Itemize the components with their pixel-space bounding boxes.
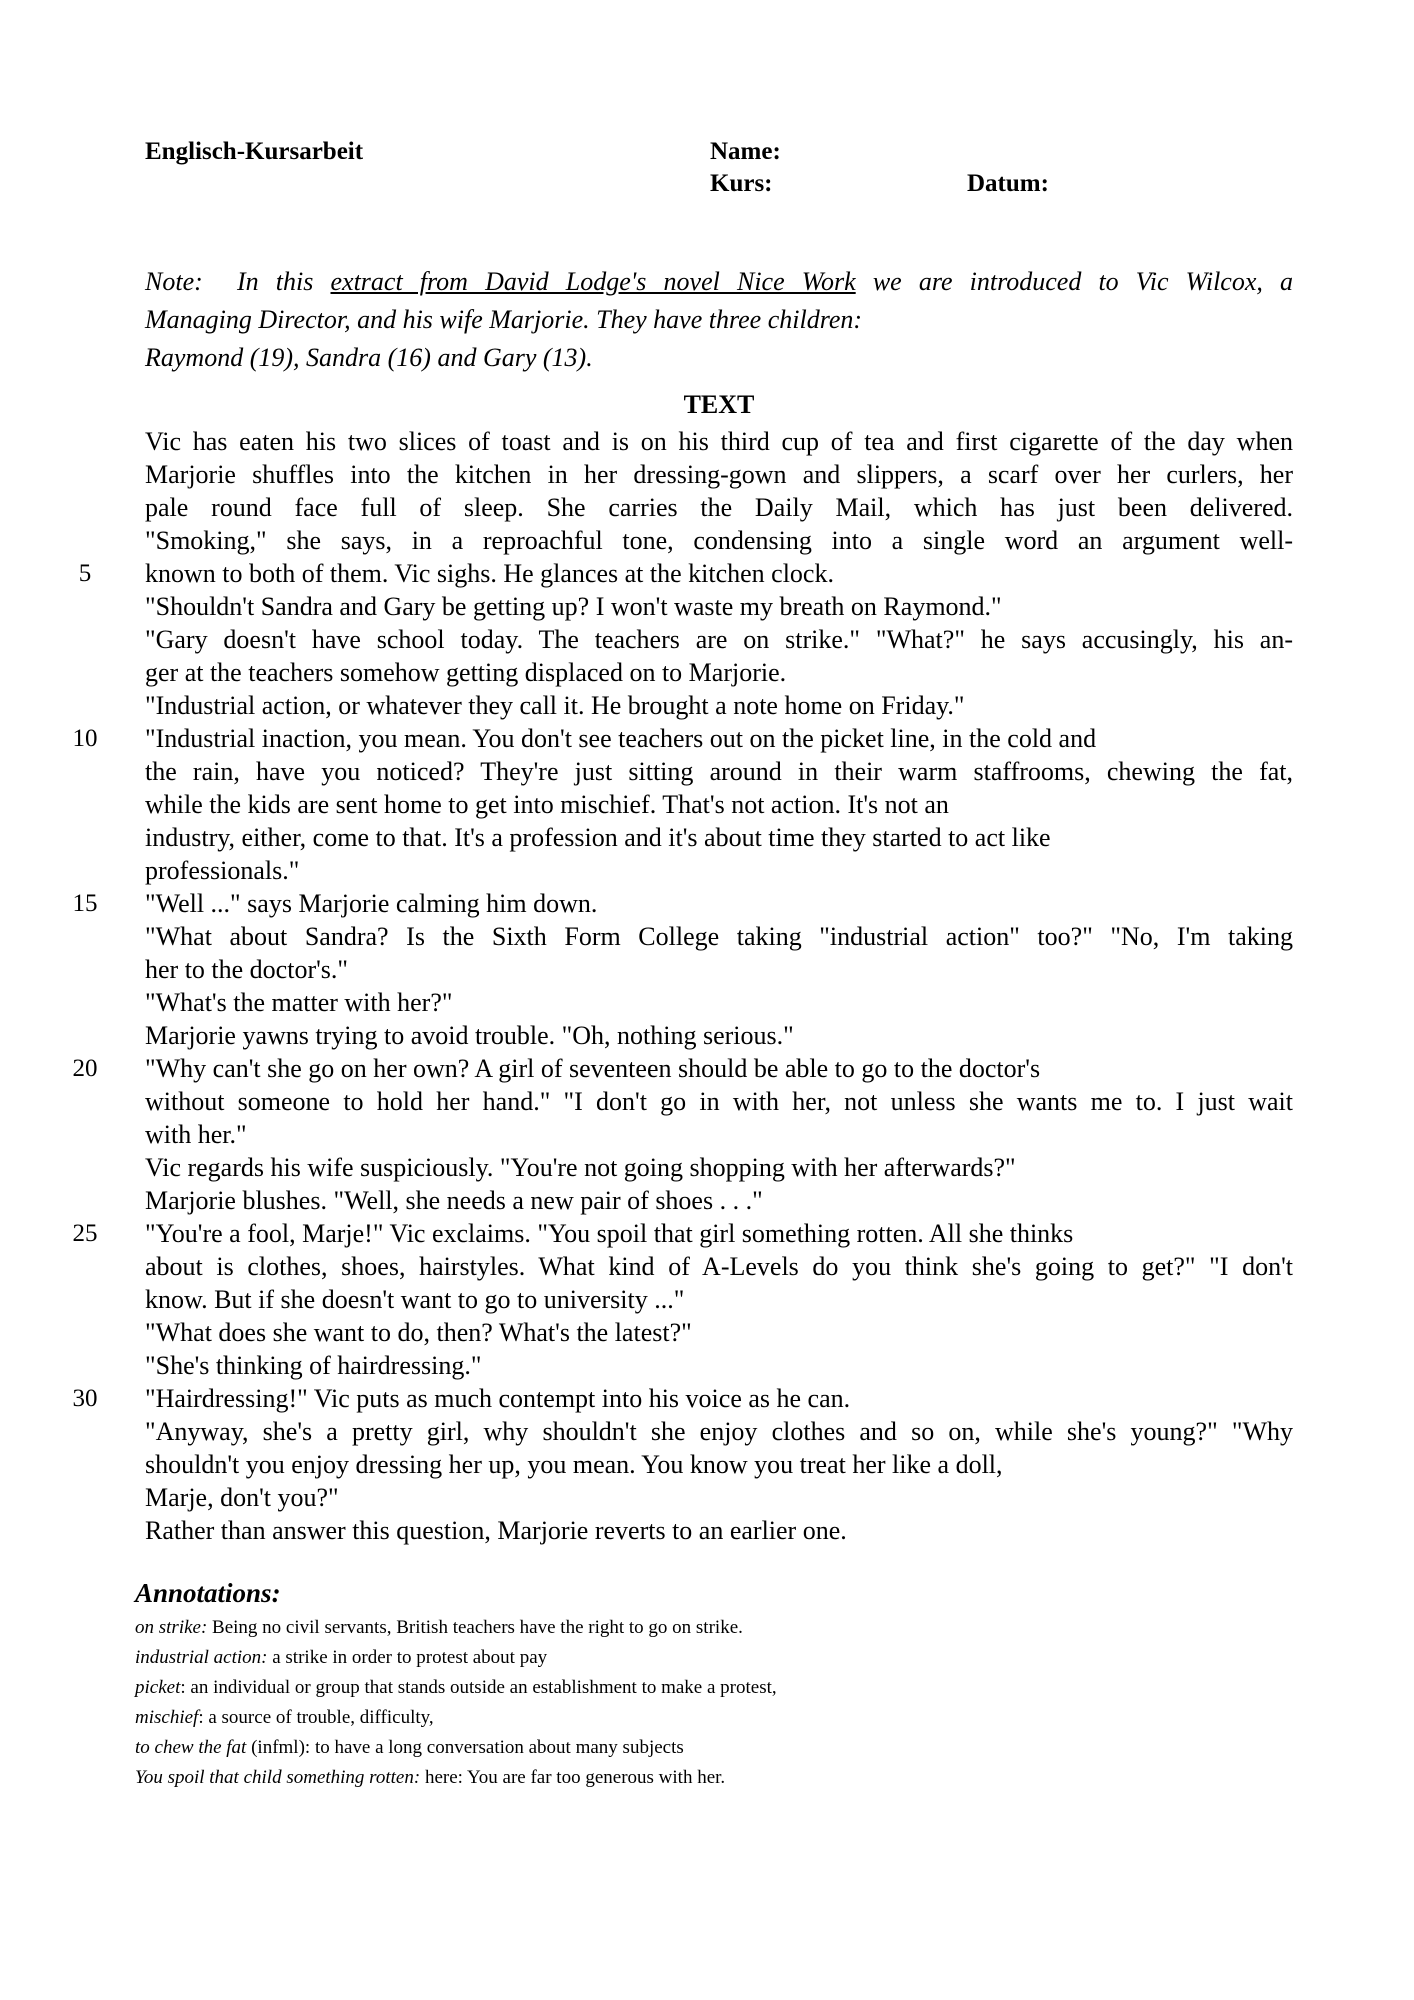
intro-note (145, 263, 1293, 377)
line-text: "Gary doesn't have school today. The teachers are on strike." "What?" he says accusingly, his an- (145, 625, 1293, 654)
text-line (145, 1184, 1293, 1217)
text-title: TEXT (683, 390, 755, 419)
line-text: Rather than answer this question, Marjorie reverts to an earlier one. (145, 1516, 847, 1545)
text-line (145, 755, 1293, 788)
line-number: 5 (78, 560, 92, 587)
annotation-item (135, 1703, 1235, 1733)
annotation-definition: Being no civil servants, British teachers have the right to go on strike. (207, 1617, 743, 1638)
annotation-definition: : a source of trouble, difficulty, (198, 1707, 434, 1728)
line-text: pale round face full of sleep. She carries the Daily Mail, which has just been delivered. (145, 493, 1293, 522)
note-source-link: extract from David Lodge's novel Nice Work (330, 267, 856, 296)
text-line (72, 722, 1293, 755)
annotation-term: on strike: (135, 1617, 208, 1638)
text-line (72, 1052, 1293, 1085)
text-line (145, 854, 1293, 887)
line-text: "Industrial inaction, you mean. You don't see teachers out on the picket line, in the cold and (145, 724, 1097, 753)
text-line (145, 1448, 1293, 1481)
line-number: 20 (72, 1055, 98, 1082)
line-text: "Anyway, she's a pretty girl, why shouldn't she enjoy clothes and so on, while she's young?" "Why (145, 1417, 1293, 1446)
text-line (145, 1118, 1293, 1151)
text-line (145, 524, 1293, 557)
note-line-3: Raymond (19), Sandra (16) and Gary (13). (145, 343, 593, 372)
text-line (145, 1283, 1293, 1316)
line-text: about is clothes, shoes, hairstyles. What kind of A-Levels do you think she's going to get?" "I don't (145, 1252, 1293, 1281)
line-text: Marje, don't you?" (145, 1483, 339, 1512)
line-text: "Hairdressing!" Vic puts as much contempt into his voice as he can. (145, 1384, 851, 1413)
line-text: "What's the matter with her?" (145, 988, 453, 1017)
text-line (145, 920, 1293, 953)
annotation-definition: : an individual or group that stands outside an establishment to make a protest, (180, 1677, 777, 1698)
line-text: "What does she want to do, then? What's the latest?" (145, 1318, 692, 1347)
text-line (145, 1415, 1293, 1448)
line-text: professionals." (145, 856, 300, 885)
text-line (78, 557, 1293, 590)
note-line-2: Managing Director, and his wife Marjorie. They have three children: (145, 305, 863, 334)
line-number: 15 (72, 890, 98, 917)
line-text: know. But if she doesn't want to go to university ..." (145, 1285, 685, 1314)
line-text: industry, either, come to that. It's a profession and it's about time they started to act like (145, 823, 1051, 852)
kurs-label: Kurs: (710, 170, 773, 197)
line-number: 30 (72, 1385, 98, 1412)
text-line (145, 689, 1293, 722)
line-text: known to both of them. Vic sighs. He glances at the kitchen clock. (145, 559, 834, 588)
line-text: "Why can't she go on her own? A girl of seventeen should be able to go to the doctor's (145, 1054, 1041, 1083)
story-text (72, 425, 1293, 1547)
text-line (145, 986, 1293, 1019)
text-line (145, 590, 1293, 623)
annotation-term: You spoil that child something rotten: (135, 1767, 421, 1788)
text-line (145, 656, 1293, 689)
line-text: without someone to hold her hand." "I don't go in with her, not unless she wants me to. I just wait (145, 1087, 1293, 1116)
line-text: "Well ..." says Marjorie calming him down. (145, 889, 598, 918)
text-line (145, 491, 1293, 524)
text-line (145, 1151, 1293, 1184)
line-text: ger at the teachers somehow getting displaced on to Marjorie. (145, 658, 787, 687)
text-line (145, 821, 1293, 854)
text-line (145, 1250, 1293, 1283)
text-line (145, 458, 1293, 491)
line-text: shouldn't you enjoy dressing her up, you mean. You know you treat her like a doll, (145, 1450, 1003, 1479)
text-line (72, 1382, 1293, 1415)
annotation-definition: (infml): to have a long conversation about many subjects (246, 1737, 684, 1758)
text-line (145, 788, 1293, 821)
line-number: 10 (72, 725, 98, 752)
annotation-item (135, 1613, 1235, 1643)
annotation-item (135, 1733, 1235, 1763)
text-line (145, 1316, 1293, 1349)
annotation-term: picket (135, 1677, 181, 1698)
note-prefix: Note: (145, 267, 203, 296)
annotations-list (135, 1613, 1235, 1793)
annotation-item (135, 1673, 1235, 1703)
line-text: her to the doctor's." (145, 955, 349, 984)
text-line (145, 1481, 1293, 1514)
line-number: 25 (72, 1220, 98, 1247)
text-line (72, 1217, 1293, 1250)
line-text: Vic has eaten his two slices of toast and is on his third cup of tea and first cigarette of the day when (145, 427, 1293, 456)
line-text: "Smoking," she says, in a reproachful tone, condensing into a single word an argument well- (145, 526, 1293, 555)
line-text: "Shouldn't Sandra and Gary be getting up? I won't waste my breath on Raymond." (145, 592, 1002, 621)
text-line (145, 623, 1293, 656)
annotation-term: industrial action: (135, 1647, 268, 1668)
annotation-definition: a strike in order to protest about pay (267, 1647, 548, 1668)
line-text: Marjorie blushes. "Well, she needs a new pair of shoes . . ." (145, 1186, 763, 1215)
line-text: Vic regards his wife suspiciously. "You're not going shopping with her afterwards?" (145, 1153, 1016, 1182)
text-line (145, 1019, 1293, 1052)
line-text: "You're a fool, Marje!" Vic exclaims. "You spoil that girl something rotten. All she thinks (145, 1219, 1074, 1248)
line-text: Marjorie yawns trying to avoid trouble. "Oh, nothing serious." (145, 1021, 794, 1050)
note-line1-before: In this (237, 267, 314, 296)
line-text: Marjorie shuffles into the kitchen in her dressing-gown and slippers, a scarf over her curlers, her (145, 460, 1293, 489)
line-text: the rain, have you noticed? They're just sitting around in their warm staffrooms, chewing the fat, (145, 757, 1293, 786)
annotation-item (135, 1763, 1235, 1793)
text-line (145, 1514, 1293, 1547)
text-line (145, 1349, 1293, 1382)
note-line-1 (145, 263, 1293, 301)
annotation-definition: here: You are far too generous with her. (420, 1767, 726, 1788)
course-title: Englisch-Kursarbeit (145, 138, 364, 165)
text-line (145, 1085, 1293, 1118)
text-line (145, 425, 1293, 458)
line-text: "Industrial action, or whatever they call it. He brought a note home on Friday." (145, 691, 965, 720)
line-text: "She's thinking of hairdressing." (145, 1351, 482, 1380)
annotation-term: mischief (135, 1707, 199, 1728)
note-line1-after: we are introduced to Vic Wilcox, a (872, 267, 1294, 296)
name-label: Name: (710, 138, 781, 165)
annotation-item (135, 1643, 1235, 1673)
text-line (145, 953, 1293, 986)
line-text: "What about Sandra? Is the Sixth Form College taking "industrial action" too?" "No, I'm taking (145, 922, 1293, 951)
line-text: with her." (145, 1120, 247, 1149)
line-text: while the kids are sent home to get into mischief. That's not action. It's not an (145, 790, 949, 819)
text-line (72, 887, 1293, 920)
annotation-term: to chew the fat (135, 1737, 247, 1758)
annotations-title: Annotations: (135, 1578, 281, 1608)
datum-label: Datum: (967, 170, 1049, 197)
